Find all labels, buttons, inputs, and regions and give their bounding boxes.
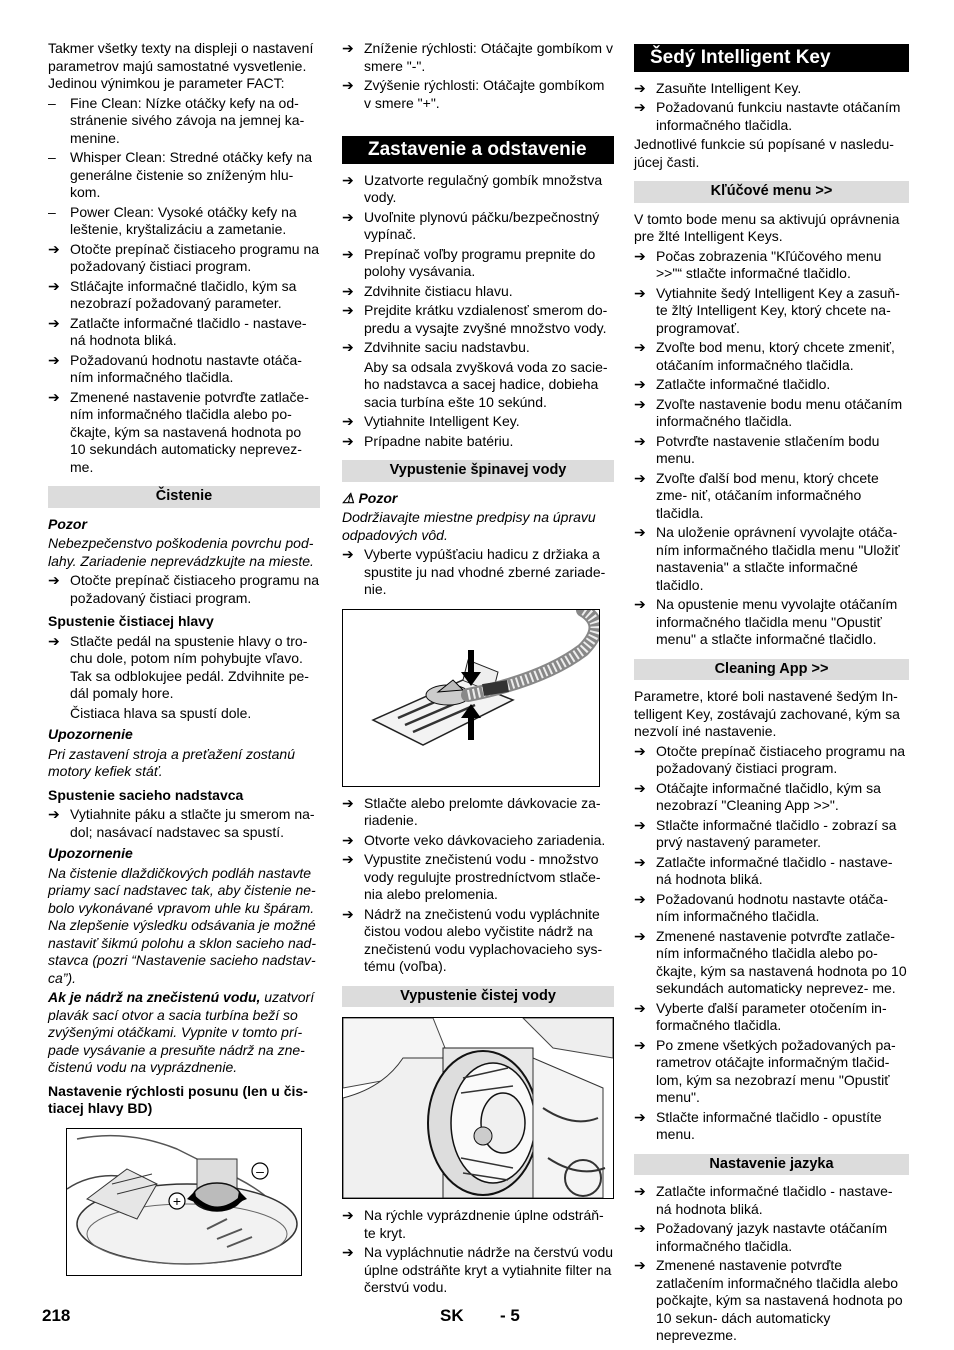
instruction-step: ➔ Zvýšenie rýchlosti: Otáčajte gombíkom v smere "+". [342,77,614,112]
instruction-step: ➔ Na uloženie oprávnení vyvolajte otáča- ním informačného tlačidla menu "Uložiť nastavenia" a stlačte informačné tlačidlo. [634,524,909,594]
subheading-hlava: Spustenie čistiacej hlavy [48,613,214,629]
instruction-step: ➔ Zatlačte informačné tlačidlo - nastave- ná hodnota bliká. [634,1183,909,1218]
subheading-nadstavec: Spustenie sacieho nadstavca [48,786,244,803]
instruction-step: ➔ Zdvihnite saciu nadstavbu. [342,339,614,357]
section-heading-cista: Vypustenie čistej vody [342,986,614,1008]
instruction-step: ➔ Vytiahnite šedý Intelligent Key a zasuň- te žltý Intelligent Key, ktorý chcete na- programovať. [634,285,909,338]
instruction-step: ➔ Vytiahnite páku a stlačte ju smerom na- dol; nasávací nadstavec sa spustí. [48,806,320,841]
speed-minus-label: – [256,1162,264,1179]
tank-note-rest: uzatvorí plavák sací otvor a sacia turbína beží so zvýšenými otáčkami. Vypnite v tomto prí- pade vysávanie a presuňte nádrž na zne- čistenú vodu na vyprázdnenie. [48,989,315,1075]
instruction-step: ➔ Vyberte vypúšťaciu hadicu z držiaka a spustite ju nad vhodné zberné zariade- nie. [342,546,614,599]
instruction-step: ➔ Zatlačte informačné tlačidlo - nastave- ná hodnota bliká. [634,854,909,889]
section-number: - 5 [500,1306,520,1325]
fact-item: – Fine Clean: Nízke otáčky kefy na od- stránenie sivého závoja na jemnej ka- menine. [48,95,320,148]
instruction-step: ➔ Požadovanú hodnotu nastavte otáča- ním informačného tlačidla. [48,352,320,387]
warning-text: Nebezpečenstvo poškodenia povrchu pod- lahy. Zariadenie neprevádzkujte na mieste. [48,535,314,569]
instruction-step: ➔ Otočte prepínač čistiaceho programu na požadovaný čistiaci program. [48,241,320,276]
step-note: Čistiaca hlava sa spustí dole. [70,704,252,721]
instruction-step: ➔ Na rýchle vyprázdnenie úplne odstráň- te kryt. [342,1207,614,1242]
note-label: Upozornenie [48,845,133,861]
instruction-step: ➔ Vyberte ďalší parameter otočením in- formačného tlačidla. [634,1000,909,1035]
instruction-step: ➔ Prípadne nabite batériu. [342,433,614,451]
section-heading-zastavenie: Zastavenie a odstavenie [342,136,614,164]
key-note: Jednotlivé funkcie sú popísané v nasledu- júcej časti. [634,136,894,170]
clean-water-figure [342,1017,614,1199]
instruction-step: ➔ Otočte prepínač čistiaceho programu na požadovaný čistiaci program. [48,572,320,607]
instruction-step: ➔ Počas zobrazenia "Kľúčového menu >>"“ stlačte informačné tlačidlo. [634,248,909,283]
instruction-step: ➔ Zvoľte ďalší bod menu, ktorý chcete zme- niť, otáčaním informačného tlačidla. [634,470,909,523]
instruction-step: ➔ Uvoľnite plynovú páčku/bezpečnostný vypínač. [342,209,614,244]
warning-label [342,490,614,508]
warning-text: Dodržiavajte miestne predpisy na úpravu odpadových vôd. [342,509,596,543]
instruction-step: ➔ Otvorte veko dávkovacieho zariadenia. [342,832,614,850]
step-note: Aby sa odsala zvyšková voda zo sacie- ho nadstavca a sacej hadice, dobieha sacia turbína ešte 10 sekúnd. [364,358,608,410]
section-heading-lang: Nastavenie jazyka [634,1154,909,1176]
section-heading-menu: Kľúčové menu >> [634,181,909,203]
drain-hose-illustration [343,610,599,786]
instruction-step: ➔ Zmenené nastavenie potvrďte zatlače- ním informačného tlačidla alebo po- čkajte, kým sa nastavená hodnota po 10 sekundách automaticky neprevez- me. [48,389,320,477]
fact-item: – Power Clean: Vysoké otáčky kefy na leštenie, kryštalizáciu a zametanie. [48,204,320,239]
note-text: Pri zastavení stroja a preťažení zostanú motory kefiek stáť. [48,745,295,779]
instruction-step: ➔ Zatlačte informačné tlačidlo - nastave- ná hodnota bliká. [48,315,320,350]
warning-label-text: Pozor [358,489,398,506]
page-number: 218 [42,1306,71,1325]
intro-text: Takmer všetky texty na displeji o nastavení parametrov majú samostatné vysvetlenie. Jedinou výnimkou je parameter FACT: [48,40,314,91]
instruction-step: ➔ Otočte prepínač čistiaceho programu na požadovaný čistiaci program. [634,743,909,778]
language-code: SK [440,1306,464,1325]
instruction-step: ➔ Otáčajte informačné tlačidlo, kým sa nezobrazí "Cleaning App >>". [634,780,909,815]
instruction-step: ➔ Zmenené nastavenie potvrďte zatlače- ním informačného tlačidla alebo po- čkajte, kým sa nastavená hodnota po 10 sekundách automaticky neprevez- me. [634,928,909,998]
note-text: Na čistenie dlaždičkových podláh nastavte priamy sací nadstavec tak, aby čistenie ne- bolo vykonávané vpravom uhle ku špáram. Na zlepšenie výsledku odsávania je možné nastaviť šikmú polohu a sklon sacieho nad- stavca (pozri “Nastavenie sacieho nadstav- ca”). [48,864,316,986]
instruction-step: ➔ Na vypláchnutie nádrže na čerstvú vodu úplne odstráňte kryt a vytiahnite filter na čerstvú vodu. [342,1244,614,1297]
section-heading-app: Cleaning App >> [634,659,909,681]
instruction-step: ➔ Požadovaný jazyk nastavte otáčaním informačného tlačidla. [634,1220,909,1255]
tank-note [48,989,320,1077]
instruction-step: ➔ Po zmene všetkých požadovaných pa- rametrov otáčajte informačným tlačid- lom, kým sa nezobrazí menu "Opustiť menu". [634,1037,909,1107]
warning-triangle-icon: ⚠ [342,489,355,506]
speed-knob-figure [66,1128,302,1276]
instruction-step: ➔ Stlačte informačné tlačidlo - zobrazí sa prvý nastavený parameter. [634,817,909,852]
instruction-step: ➔ Uzatvorte regulačný gombík množstva vody. [342,172,614,207]
instruction-step: ➔ Stlačte informačné tlačidlo - opustíte menu. [634,1109,909,1144]
column-2 [342,40,614,1299]
instruction-step: ➔ Požadovanú hodnotu nastavte otáča- ním informačného tlačidla. [634,891,909,926]
instruction-step: ➔ Stlačte pedál na spustenie hlavy o tro- chu dole, potom ním pohybujte vľavo. Tak sa odblokujee pedál. Zdvihnite pe- dál pomaly hore. [48,633,320,703]
instruction-step: ➔ Vytiahnite Intelligent Key. [342,413,614,431]
instruction-step: ➔ Zvoľte bod menu, ktorý chcete zmeniť, otáčaním informačného tlačidla. [634,339,909,374]
menu-intro: V tomto bode menu sa aktivujú oprávnenia pre žlté Intelligent Keys. [634,210,900,244]
instruction-step: ➔ Na opustenie menu vyvolajte otáčaním informačného tlačidla menu "Opustiť menu" a stlačte informačné tlačidlo. [634,596,909,649]
fact-item: – Whisper Clean: Stredné otáčky kefy na generálne čistenie so zníženým hlu- kom. [48,149,320,202]
section-heading-key: Šedý Intelligent Key [634,44,909,72]
instruction-step: ➔ Nádrž na znečistenú vodu vypláchnite čistou vodou alebo vyčistite nádrž na znečistenú vodu vyplachovacieho sys- tému (voľba). [342,906,614,976]
column-3 [634,40,909,1347]
warning-label: Pozor [48,515,87,532]
drain-hose-figure [342,609,600,787]
instruction-step: ➔ Zdvihnite čistiacu hlavu. [342,283,614,301]
note-label: Upozornenie [48,726,133,742]
instruction-step: ➔ Stláčajte informačné tlačidlo, kým sa nezobrazí požadovaný parameter. [48,278,320,313]
instruction-step: ➔ Požadovanú funkciu nastavte otáčaním informačného tlačidla. [634,99,909,134]
instruction-step: ➔ Stlačte alebo prelomte dávkovacie za- riadenie. [342,795,614,830]
instruction-step: ➔ Zatlačte informačné tlačidlo. [634,376,909,394]
instruction-step: ➔ Zasuňte Intelligent Key. [634,80,909,98]
clean-water-illustration [343,1018,613,1198]
instruction-step: ➔ Zmenené nastavenie potvrďte zatlačením informačného tlačidla alebo počkajte, kým sa nastavená hodnota po 10 sekun- dách automaticky neprevezme. [634,1257,909,1345]
subheading-rychlost: Nastavenie rýchlosti posunu (len u čis- tiacej hlavy BD) [48,1082,308,1116]
instruction-step: ➔ Prejdite krátku vzdialenosť smerom do- predu a vysajte zvyšné množstvo vody. [342,302,614,337]
section-heading-spinava: Vypustenie špinavej vody [342,460,614,482]
column-1 [48,40,320,1284]
speed-knob-illustration [67,1129,301,1275]
speed-plus-label: + [172,1192,182,1209]
app-intro: Parametre, ktoré boli nastavené šedým In- telligent Key, zostávajú zachované, kým sa nezvolí iné nastavenie. [634,688,900,739]
tank-note-bold: Ak je nádrž na znečistenú vodu, [48,989,261,1005]
instruction-step: ➔ Zvoľte nastavenie bodu menu otáčaním informačného tlačidla. [634,396,909,431]
instruction-step: ➔ Potvrďte nastavenie stlačením bodu menu. [634,433,909,468]
instruction-step: ➔ Vypustite znečistenú vodu - množstvo vody regulujte prostredníctvom stlače- nia alebo prelomenia. [342,851,614,904]
instruction-step: ➔ Zníženie rýchlosti: Otáčajte gombíkom v smere "-". [342,40,614,75]
instruction-step: ➔ Prepínač voľby programu prepnite do polohy vysávania. [342,246,614,281]
section-heading-cistenie: Čistenie [48,486,320,508]
